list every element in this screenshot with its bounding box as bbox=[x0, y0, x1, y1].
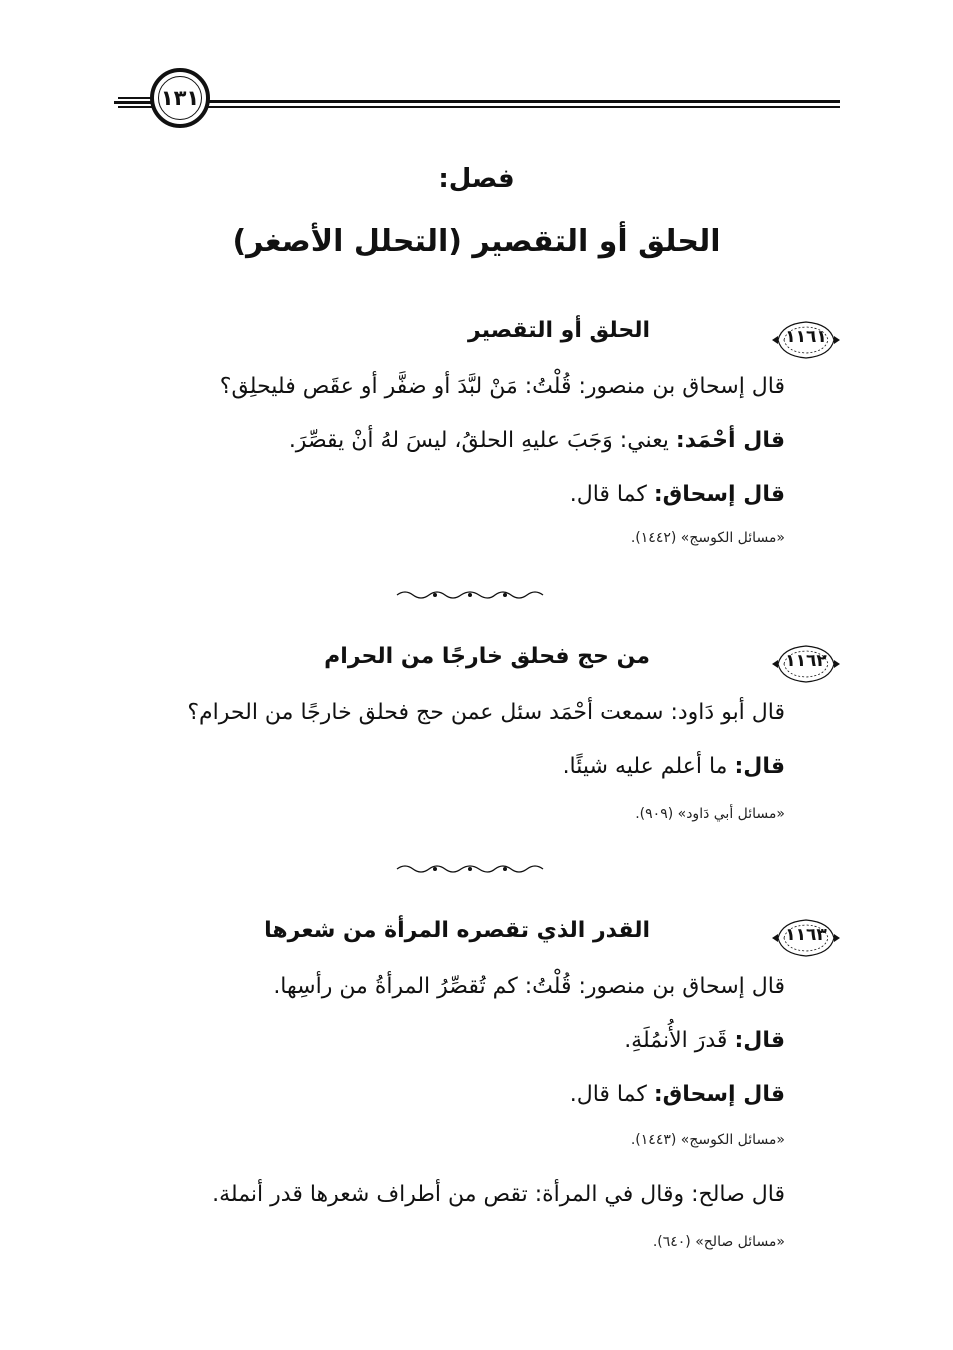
source-citation: «مسائل أبي دَاود» (٩٠٩). bbox=[635, 806, 785, 822]
section-label: فصل: bbox=[438, 164, 515, 194]
divider-ornament-icon bbox=[395, 588, 545, 602]
text-line: قال: ما أعلم عليه شيئًا. bbox=[562, 754, 785, 779]
source-citation: «مسائل صالح» (٦٤٠). bbox=[652, 1234, 785, 1250]
entry-heading: القدر الذي تقصره المرأة من شعرها bbox=[264, 918, 650, 943]
entry-number: ١١٦٢ bbox=[785, 651, 827, 671]
page-number: ١٣١ bbox=[160, 86, 200, 110]
header-rule bbox=[208, 106, 840, 108]
header-rule bbox=[208, 100, 840, 103]
chapter-title: الحلق أو التقصير (التحلل الأصغر) bbox=[232, 224, 721, 259]
entry-heading: الحلق أو التقصير bbox=[468, 318, 650, 343]
text-line: قال أبو دَاود: سمعت أحْمَد سئل عمن حج فحلق خارجًا من الحرام؟ bbox=[187, 700, 785, 725]
entry-number-badge bbox=[768, 316, 844, 364]
header-rule bbox=[118, 97, 152, 99]
divider-ornament-icon bbox=[395, 862, 545, 876]
page-number-badge bbox=[150, 68, 210, 128]
source-citation: «مسائل الكوسج» (١٤٤٣). bbox=[630, 1132, 785, 1148]
text-line: قال: قَدرَ الأُنمُلَةِ. bbox=[624, 1028, 785, 1053]
text-line: قال إسحاق: كما قال. bbox=[569, 1082, 785, 1107]
entry-number: ١١٦١ bbox=[785, 327, 827, 347]
header-rule bbox=[118, 106, 152, 108]
entry-heading: من حج فحلق خارجًا من الحرام bbox=[324, 644, 650, 669]
text-line: قال أحْمَد: يعني: وَجَبَ عليهِ الحلقُ، ليسَ لهُ أنْ يقصِّرَ. bbox=[288, 428, 785, 453]
entry-number-badge bbox=[768, 640, 844, 688]
text-line: قال صالح: وقال في المرأة: تقص من أطراف شعرها قدر أنملة. bbox=[212, 1182, 785, 1207]
header-rule bbox=[114, 101, 152, 104]
entry-number-badge bbox=[768, 914, 844, 962]
text-line: قال إسحاق: كما قال. bbox=[569, 482, 785, 507]
source-citation: «مسائل الكوسج» (١٤٤٢). bbox=[630, 530, 785, 546]
entry-number: ١١٦٣ bbox=[785, 925, 827, 945]
text-line: قال إسحاق بن منصور: قُلْتُ: مَنْ لبَّدَ أو ضفَّر أو عقَص فليحلِق؟ bbox=[219, 374, 785, 399]
text-line: قال إسحاق بن منصور: قُلْتُ: كم تُقصِّرُ المرأةُ من رأسِها. bbox=[273, 974, 785, 999]
